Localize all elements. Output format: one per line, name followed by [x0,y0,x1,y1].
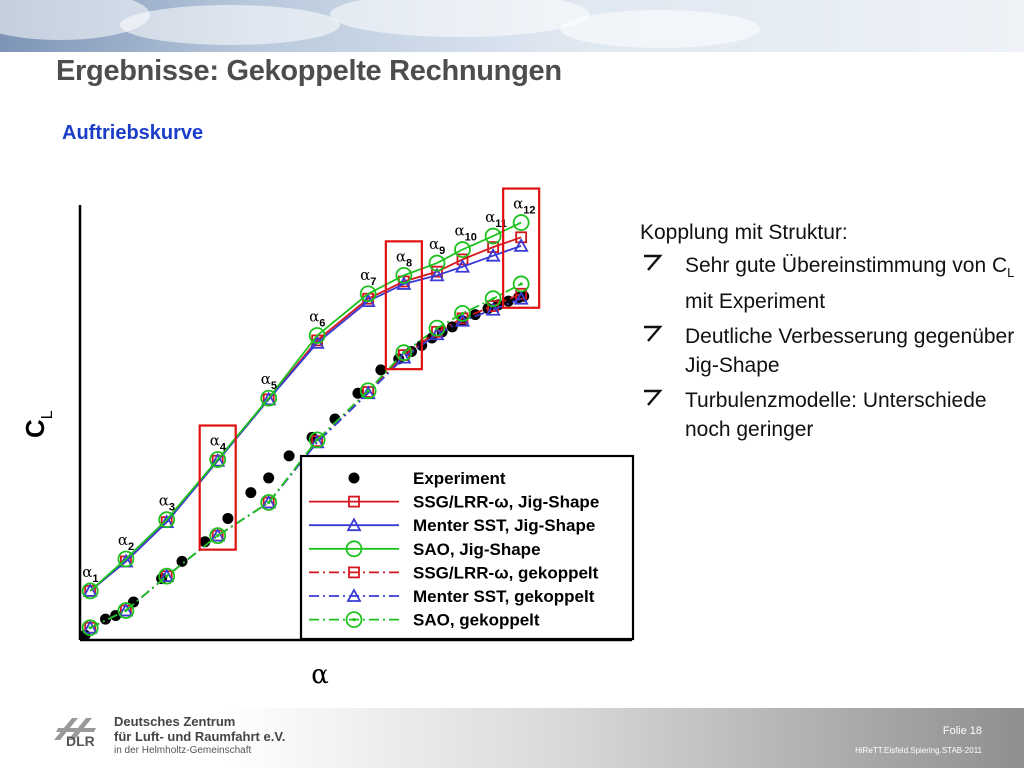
bullet-item [640,251,1020,316]
bullet-lead: Kopplung mit Struktur: [640,221,848,244]
bullet-text: Turbulenzmodelle: Unterschiede noch geringer [685,389,987,442]
legend-label: Experiment [413,469,506,488]
legend-label: SAO, Jig-Shape [413,539,541,559]
page-title: Ergebnisse: Gekoppelte Rechnungen [56,55,562,87]
chart-legend [301,456,633,639]
bullet-text-tail: mit Experiment [685,290,826,314]
slide-number: Folie 18 [942,725,982,737]
alpha-label: $\alpha_9$ [429,235,446,258]
section-title: Auftriebskurve [62,122,204,144]
legend-label: SAO, gekoppelt [413,610,540,630]
data-point [263,472,274,483]
legend-label: Menter SST, gekoppelt [413,587,595,606]
legend-label: Menter SST, Jig-Shape [413,516,596,536]
arrow-bullet-icon [642,323,664,345]
alpha-label: $\alpha_{11}$ [485,208,507,231]
legend-marker [349,473,360,484]
legend-label: SSG/LRR-ω, Jig-Shape [413,492,600,512]
alpha-label: $\alpha_{10}$ [454,221,477,244]
data-point [177,556,188,567]
data-point [284,450,295,461]
alpha-label: $\alpha_4$ [209,431,226,454]
org-name-line1: Deutsches Zentrum [114,714,236,729]
org-name-line2: für Luft- und Raumfahrt e.V. [114,729,286,744]
bullet-text: Sehr gute Übereinstimmung von C [685,254,1008,277]
bullet-item [640,322,1020,380]
alpha-label: $\alpha_5$ [260,370,277,393]
alpha-label: $\alpha_8$ [395,247,413,270]
data-point [222,513,233,524]
alpha-label: $\alpha_1$ [82,562,99,585]
alpha-label: $\alpha_2$ [117,530,135,553]
arrow-bullet-icon [642,387,664,409]
footer [0,708,1024,768]
x-axis-label: α [311,660,329,690]
org-name-line3: in der Helmholtz-Gemeinschaft [114,745,252,756]
alpha-label: $\alpha_3$ [158,491,175,514]
alpha-label: $\alpha_{12}$ [513,194,536,217]
bullet-list [640,218,1020,450]
bullet-item [640,386,1020,444]
data-point [375,364,386,375]
slide-reference: HiReTT.Eisfeld.Spiering.STAB-2011 [855,746,982,755]
alpha-label: $\alpha_6$ [309,307,326,330]
arrow-bullet-icon [642,252,664,274]
data-point [245,487,256,498]
y-axis-label: $C_L$ [20,410,56,438]
bullet-subscript: L [1007,265,1015,281]
dlr-wordmark: DLR [66,733,95,749]
alpha-label: $\alpha_7$ [360,265,377,288]
bullet-text: Deutliche Verbesserung gegenüber Jig-Shape [685,325,1015,378]
legend-label: SSG/LRR-ω, gekoppelt [413,563,599,583]
